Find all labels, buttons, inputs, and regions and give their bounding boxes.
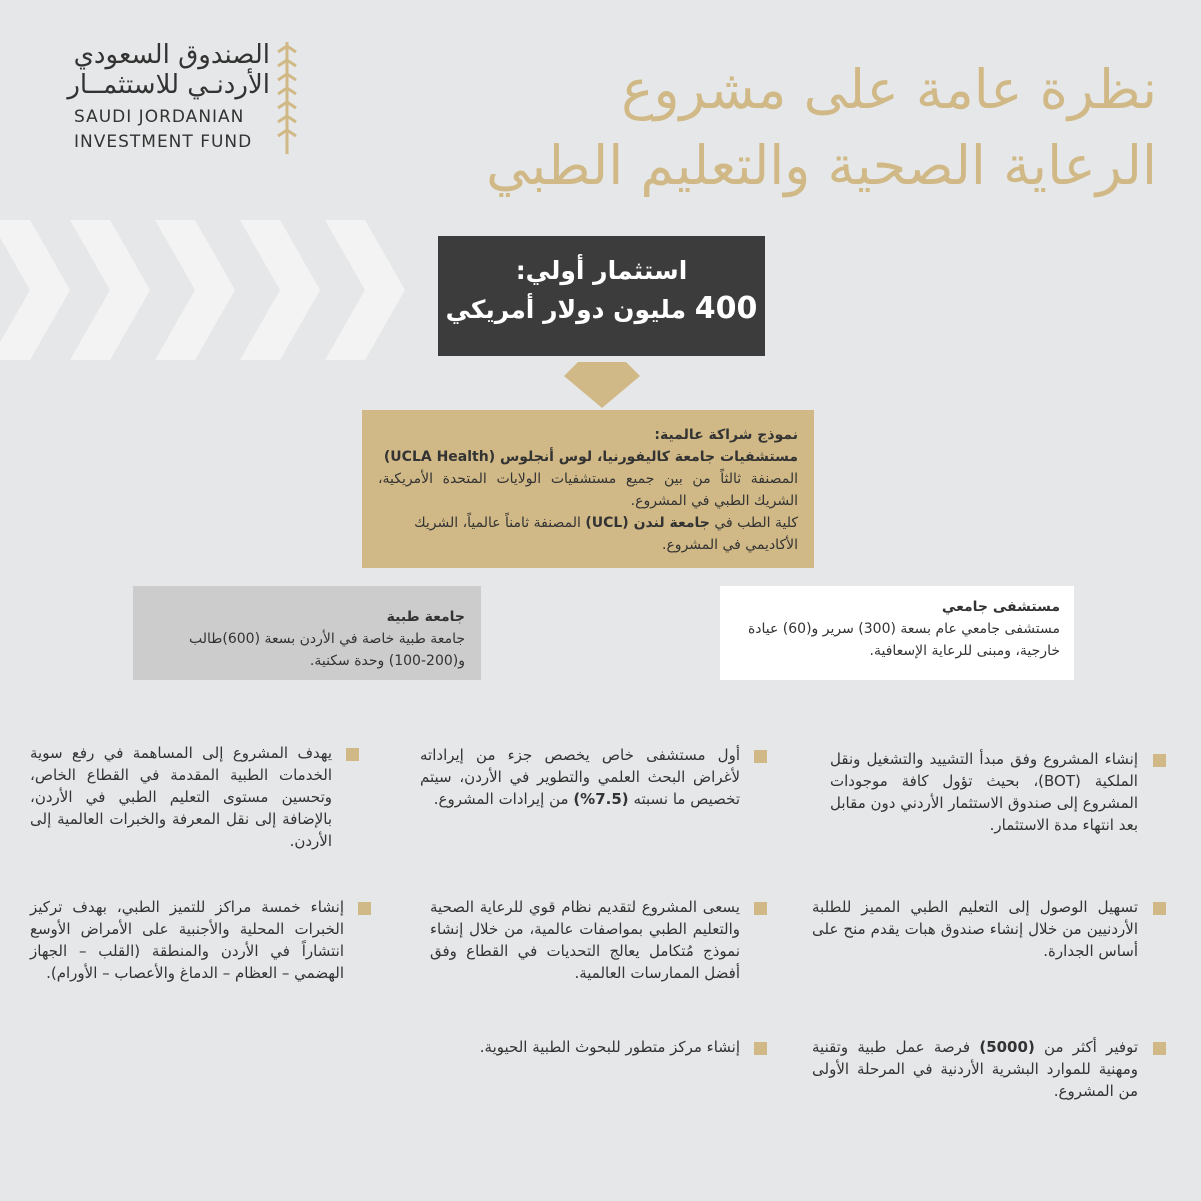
bullet-research-allocation (420, 744, 740, 810)
investment-box (438, 236, 765, 356)
investment-amount: 400 (694, 291, 758, 326)
down-arrow-icon (564, 362, 640, 408)
bullet-marker (1153, 1042, 1166, 1055)
brand-name-ar-line1: الصندوق السعودي (73, 40, 270, 70)
bullet-marker (754, 1042, 767, 1055)
investment-amount-line (438, 291, 765, 326)
brand-name-en-line1: SAUDI JORDANIAN (74, 107, 245, 127)
bullet-marker (346, 748, 359, 761)
wheat-emblem-icon (276, 42, 298, 154)
research-allocation-percent: (7.5%) (573, 790, 629, 808)
brand-name-ar-line2: الأردنـي للاستثمــار (67, 70, 270, 100)
bullet-project-goal: يهدف المشروع إلى المساهمة في رفع سوية الخدمات الطبية المقدمة في القطاع الخاص، وتحسين مستوى التعليم الطبي في الأردن، بالإضافة إلى نقل المعرفة والخبرات العالمية إلى الأردن. (30, 744, 332, 850)
investment-unit: مليون دولار أمريكي (445, 295, 687, 324)
university-hospital-box (720, 586, 1074, 680)
research-allocation-pre: أول مستشفى خاص يخصص جزء من إيراداته لأغراض البحث العلمي والتطوير في الأردن، سيتم تخصيص ما نسبته (420, 746, 740, 808)
university-hospital-text: مستشفى جامعي عام بسعة (300) سرير و(60) عيادة خارجية، ومبنى للرعاية الإسعافية. (747, 621, 1060, 659)
bullet-marker (754, 902, 767, 915)
ucla-description: المصنفة ثالثاً من بين جميع مستشفيات الولايات المتحدة الأمريكية، الشريك الطبي في المشروع. (378, 471, 798, 509)
investment-label: استثمار أولي: (515, 256, 688, 285)
research-allocation-post: من إيرادات المشروع. (433, 790, 569, 808)
medical-university-box (133, 586, 481, 680)
partnership-box (362, 410, 814, 568)
university-hospital-heading: مستشفى جامعي (941, 599, 1060, 615)
bullet-marker (358, 902, 371, 915)
ucl-prefix: كلية الطب في (714, 515, 798, 531)
medical-university-heading: جامعة طبية (386, 609, 465, 625)
ucl-line (378, 512, 798, 556)
bullet-healthcare-system: يسعى المشروع لتقديم نظام قوي للرعاية الصحية والتعليم الطبي بمواصفات عالمية، من خلال إنشاء نموذج مُتكامل يعالج التحديات في القطاع وفق أفضل الممارسات العالمية. (430, 898, 740, 982)
jobs-pre: توفير أكثر من (1044, 1038, 1138, 1056)
bullet-centers-of-excellence: إنشاء خمسة مراكز للتميز الطبي، بهدف تركيز الخبرات المحلية والأجنبية على الأمراض الأوسع انتشاراً في الأردن والمنطقة (القلب – الجهاز الهضمي – العظام – الدماغ والأعصاب – الأورام). (30, 898, 344, 982)
jobs-post: فرصة عمل طبية وتقنية ومهنية للموارد البشرية الأردنية في المرحلة الأولى من المشروع. (812, 1038, 1138, 1100)
ucl-description: المصنفة ثامناً عالمياً، الشريك الأكاديمي في المشروع. (414, 515, 798, 553)
brand-logo (67, 40, 302, 155)
bullet-marker (1153, 754, 1166, 767)
bullet-marker (1153, 902, 1166, 915)
chevron-arrows-decoration (0, 220, 420, 360)
ucl-name: جامعة لندن (UCL) (585, 515, 710, 531)
bullet-bot-model: إنشاء المشروع وفق مبدأ التشييد والتشغيل ونقل الملكية (BOT)، بحيث تؤول كافة موجودات المشروع إلى صندوق الاستثمار الأردني دون مقابل بعد انتهاء مدة الاستثمار. (830, 750, 1138, 834)
page-title-line2: الرعاية الصحية والتعليم الطبي (486, 134, 1157, 197)
bullet-endowment-fund: تسهيل الوصول إلى التعليم الطبي المميز للطلبة الأردنيين من خلال إنشاء صندوق هبات يقدم منح على أساس الجدارة. (812, 898, 1138, 960)
brand-name-en-line2: INVESTMENT FUND (74, 132, 253, 152)
bullet-biomedical-research-center: إنشاء مركز متطور للبحوث الطبية الحيوية. (479, 1038, 740, 1056)
partnership-heading: نموذج شراكة عالمية: (654, 427, 798, 443)
medical-university-text: جامعة طبية خاصة في الأردن بسعة (600)طالب و(200-100) وحدة سكنية. (188, 631, 465, 669)
jobs-number: (5000) (979, 1038, 1035, 1056)
bullet-job-opportunities (812, 1036, 1138, 1102)
bullet-marker (754, 750, 767, 763)
ucla-name: مستشفيات جامعة كاليفورنيا، لوس أنجلوس (UCLA Health) (383, 449, 798, 465)
page-title-line1: نظرة عامة على مشروع (621, 58, 1157, 121)
